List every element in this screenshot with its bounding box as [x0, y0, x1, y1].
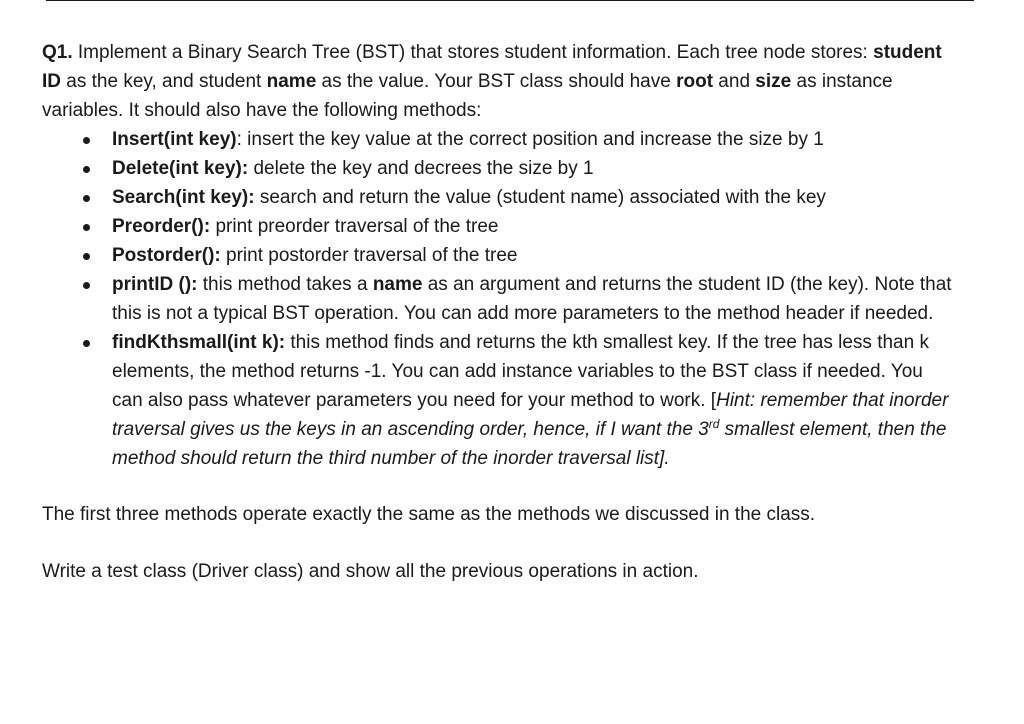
intro-root-term: root — [676, 71, 714, 92]
hint-text-1: Hint: remember that inorder traversal gives us the keys in an ascending order, hence, if I want the 3 — [112, 390, 949, 440]
driver-paragraph: Write a test class (Driver class) and show all the previous operations in action. — [42, 561, 699, 582]
intro-size-term: size — [755, 71, 792, 92]
top-rule — [46, 0, 974, 1]
paragraph-spacer — [42, 529, 952, 557]
method-signature: Insert(int key) — [112, 129, 237, 150]
method-description: as an argument and returns the student ID (the key). Note that this is not a typical BST operation. You can add more parameters to the method header if needed. — [112, 274, 952, 324]
intro-text-4: and — [713, 71, 756, 92]
paragraph-spacer — [42, 473, 952, 500]
bullet-icon — [83, 224, 90, 231]
method-signature: Postorder(): — [112, 245, 221, 266]
bullet-icon — [83, 340, 90, 347]
bullet-icon — [83, 253, 90, 260]
bullet-icon — [83, 282, 90, 289]
question-label: Q1. — [42, 42, 73, 63]
method-search — [42, 183, 952, 212]
hint-text-2: smallest element, then the method should return the third number of the inorder traversal list]. — [112, 419, 947, 469]
method-description: print preorder traversal of the tree — [210, 216, 499, 237]
intro-text-1: Implement a Binary Search Tree (BST) that stores student information. Each tree node stores: — [72, 42, 874, 63]
method-description: search and return the value (student name) associated with the key — [254, 187, 826, 208]
question-document — [42, 38, 952, 586]
method-signature: Preorder(): — [112, 216, 211, 237]
method-findkthsmall — [42, 328, 952, 473]
intro-text-2: as the key, and student — [61, 71, 267, 92]
method-description: this method finds and returns the kth smallest key. If the tree has less than k elements, the method returns -1. You can add instance variables to the BST class if needed. You can also pass whatever parameters you need for your method to work. [ — [112, 332, 929, 411]
method-insert — [42, 125, 952, 154]
method-description: delete the key and decrees the size by 1 — [248, 158, 594, 179]
hint-superscript: rd — [708, 417, 720, 431]
bullet-icon — [83, 166, 90, 173]
question-intro — [42, 38, 952, 125]
bullet-icon — [83, 195, 90, 202]
method-signature: printID (): — [112, 274, 198, 295]
note-paragraph: The first three methods operate exactly the same as the methods we discussed in the class. — [42, 504, 816, 525]
methods-list — [42, 125, 952, 473]
method-description: print postorder traversal of the tree — [220, 245, 518, 266]
method-description: this method takes a — [197, 274, 373, 295]
intro-key-term: student ID — [42, 42, 942, 92]
intro-text-5: as instance variables. It should also have the following methods: — [42, 71, 893, 121]
method-signature: findKthsmall(int k): — [112, 332, 286, 353]
method-signature: Delete(int key): — [112, 158, 249, 179]
bullet-icon — [83, 137, 90, 144]
method-delete — [42, 154, 952, 183]
method-signature: Search(int key): — [112, 187, 255, 208]
method-description-bold: name — [372, 274, 423, 295]
method-postorder — [42, 241, 952, 270]
intro-text-3: as the value. Your BST class should have — [316, 71, 677, 92]
method-description: : insert the key value at the correct position and increase the size by 1 — [236, 129, 824, 150]
intro-name-term: name — [266, 71, 317, 92]
method-preorder — [42, 212, 952, 241]
method-printid — [42, 270, 952, 328]
